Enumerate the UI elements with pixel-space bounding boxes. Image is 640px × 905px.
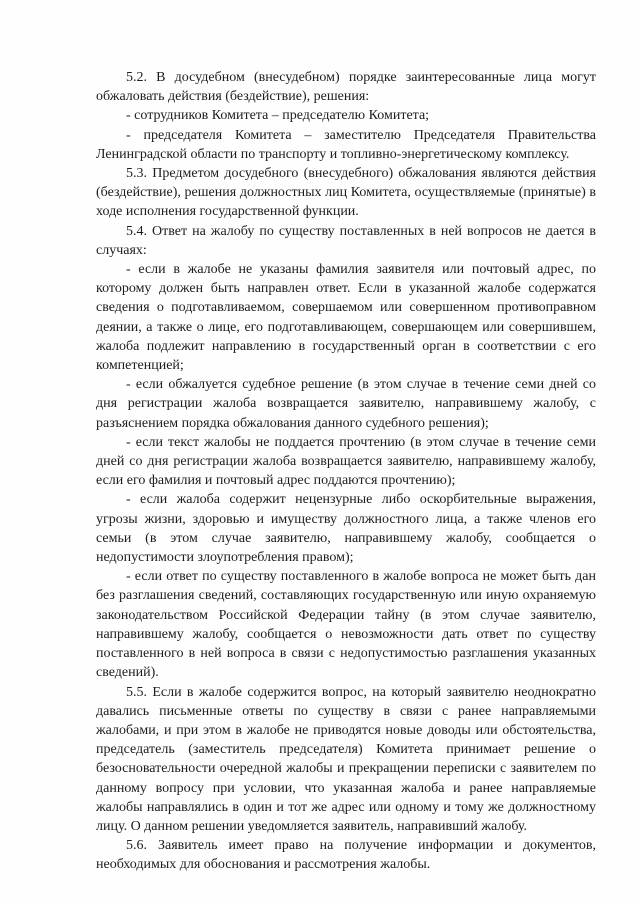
paragraph-5-4: 5.4. Ответ на жалобу по существу поставленных в ней вопросов не дается в случаях: — [96, 223, 596, 258]
list-item: - если обжалуется судебное решение (в этом случае в течение семи дней со дня регистрации жалоба возвращается заявителю, направившему жалобу, с разъяснением порядка обжалования данного судебного решения); — [96, 377, 596, 431]
list-item: - если жалоба содержит нецензурные либо оскорбительные выражения, угрозы жизни, здоровью и имуществу должностного лица, а также членов его семьи (в этом случае заявителю, направившему жалобу, сообщается о недопустимости злоупотребления правом); — [96, 492, 596, 566]
paragraph-5-6: 5.6. Заявитель имеет право на получение информации и документов, необходимых для обоснования и рассмотрения жалобы. — [96, 838, 596, 873]
paragraph-5-2: 5.2. В досудебном (внесудебном) порядке заинтересованные лица могут обжаловать действия (бездействие), решения: — [96, 70, 596, 105]
list-item: - председателя Комитета – заместителю Председателя Правительства Ленинградской области по транспорту и топливно-энергетическому комплексу. — [96, 127, 596, 162]
list-item: - если ответ по существу поставленного в жалобе вопроса не может быть дан без разглашения сведений, составляющих государственную или иную охраняемую законодательством Российской Федерации тайну (в этом случае заявителю, направившему жалобу, сообщается о невозможности дать ответ по существу поставленного в ней вопроса в связи с недопустимостью разглашения указанных сведений). — [96, 569, 596, 681]
paragraph-5-3: 5.3. Предметом досудебного (внесудебного) обжалования являются действия (бездействие), решения должностных лиц Комитета, осуществляемые (принятые) в ходе исполнения государственной функции. — [96, 166, 596, 220]
paragraph-5-5: 5.5. Если в жалобе содержится вопрос, на который заявителю неоднократно давались письменные ответы по существу в связи с ранее направляемыми жалобами, и при этом в жалобе не приводятся новые доводы или обстоятельства, председатель (заместитель председателя) Комитета принимает решение о безосновательности очередной жалобы и прекращении переписки с заявителем по данному вопросу при условии, что указанная жалоба и ранее направляемые жалобы направлялись в один и тот же адрес или одному и тому же должностному лицу. О данном решении уведомляется заявитель, направивший жалобу. — [96, 684, 596, 834]
list-item: - сотрудников Комитета – председателю Комитета; — [126, 108, 430, 124]
document-body — [96, 68, 596, 875]
list-item: - если в жалобе не указаны фамилия заявителя или почтовый адрес, по которому должен быть направлен ответ. Если в указанной жалобе содержатся сведения о подготавливаемом, совершаемом или совершенном противоправном деянии, а также о лице, его подготавливающем, совершающем или совершившем, жалоба подлежит направлению в государственный орган в соответствии с его компетенцией; — [96, 262, 596, 374]
list-item: - если текст жалобы не поддается прочтению (в этом случае в течение семи дней со дня регистрации жалоба возвращается заявителю, направившему жалобу, если его фамилия и почтовый адрес поддаются прочтению); — [96, 434, 596, 489]
